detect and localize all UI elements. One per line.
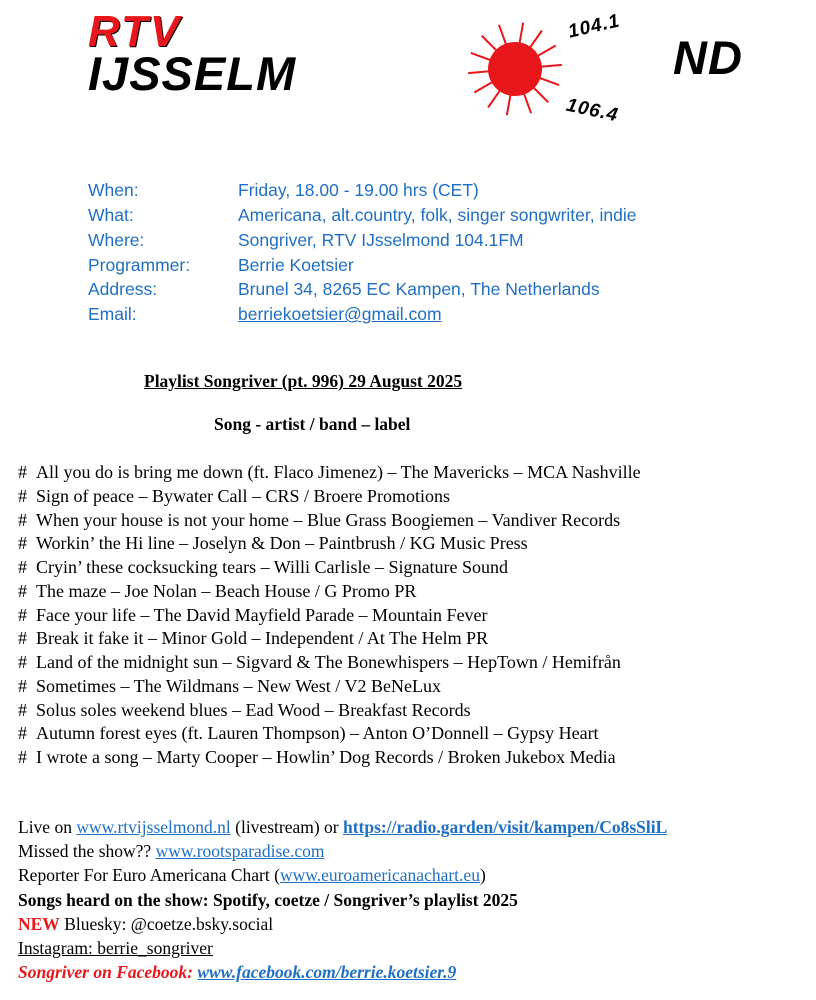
track-text: All you do is bring me down (ft. Flaco Jimenez) – The Mavericks – MCA Nashville xyxy=(36,462,641,483)
info-value-when: Friday, 18.00 - 19.00 hrs (CET) xyxy=(238,180,479,200)
track-text: I wrote a song – Marty Cooper – Howlin’ Dog Records / Broken Jukebox Media xyxy=(36,747,616,768)
track-text: Workin’ the Hi line – Joselyn & Don – Paintbrush / KG Music Press xyxy=(36,533,528,554)
footer-reporter-line xyxy=(18,864,798,887)
track-bullet: # xyxy=(18,699,27,720)
track-row xyxy=(18,699,798,723)
track-row xyxy=(18,509,798,533)
playlist-title-wrap xyxy=(18,327,798,392)
track-row xyxy=(18,604,798,628)
info-label-address: Address: xyxy=(88,279,158,300)
info-value-programmer: Berrie Koetsier xyxy=(238,254,354,275)
track-text: Land of the midnight sun – Sigvard & The Bonewhispers – HepTown / Hemifrån xyxy=(36,652,621,673)
track-text: Break it fake it – Minor Gold – Independent / At The Helm PR xyxy=(36,628,489,649)
track-text: The maze – Joe Nolan – Beach House / G Promo PR xyxy=(36,580,417,601)
show-info-block xyxy=(88,178,798,327)
livestream-link[interactable]: www.rtvijsselmond.nl xyxy=(76,816,231,837)
station-logo xyxy=(88,0,798,130)
footer-live-line xyxy=(18,816,798,839)
info-value-what: Americana, alt.country, folk, singer songwriter, indie xyxy=(238,204,637,225)
missed-prefix-text: Missed the show?? xyxy=(18,841,156,862)
footer-bluesky-line xyxy=(18,913,798,936)
info-row-address xyxy=(88,277,798,302)
track-bullet: # xyxy=(18,462,27,483)
track-bullet: # xyxy=(18,747,27,768)
frequency-106: 106.4 xyxy=(564,94,621,127)
info-label-what: What: xyxy=(88,204,134,225)
email-link[interactable]: berriekoetsier@gmail.com xyxy=(238,304,442,325)
track-bullet: # xyxy=(18,652,27,673)
info-label-programmer: Programmer: xyxy=(88,254,191,275)
info-value-address: Brunel 34, 8265 EC Kampen, The Netherlands xyxy=(238,279,600,300)
track-bullet: # xyxy=(18,723,27,744)
info-row-where xyxy=(88,228,798,253)
track-row xyxy=(18,722,798,746)
playlist-format-line: Song - artist / band – label xyxy=(214,414,411,435)
info-label-email: Email: xyxy=(88,304,137,325)
track-row xyxy=(18,461,798,485)
track-row xyxy=(18,532,798,556)
info-label-when: When: xyxy=(88,180,139,200)
track-text: When your house is not your home – Blue Grass Boogiemen – Vandiver Records xyxy=(36,509,621,530)
track-text: Sometimes – The Wildmans – New West / V2 BeNeLux xyxy=(36,675,441,696)
euroamericanachart-link[interactable]: www.euroamericanachart.eu xyxy=(279,865,480,886)
track-bullet: # xyxy=(18,485,27,506)
live-mid-text: (livestream) or xyxy=(230,816,343,837)
facebook-prefix-text: Songriver on Facebook: xyxy=(18,962,198,983)
info-row-email xyxy=(88,302,798,327)
track-bullet: # xyxy=(18,604,27,625)
playlist-title: Playlist Songriver (pt. 996) 29 August 2025 xyxy=(144,371,463,392)
logo-rtv-text: RTV xyxy=(88,7,182,56)
info-row-programmer xyxy=(88,253,798,278)
frequency-104: 104.1 xyxy=(566,10,623,43)
track-text: Solus soles weekend blues – Ead Wood – Breakfast Records xyxy=(36,699,471,720)
track-row xyxy=(18,627,798,651)
info-row-what xyxy=(88,203,798,228)
info-value-where: Songriver, RTV IJsselmond 104.1FM xyxy=(238,229,524,250)
footer-instagram-line: Instagram: berrie_songriver xyxy=(18,938,213,959)
track-row xyxy=(18,651,798,675)
track-text: Cryin’ these cocksucking tears – Willi Carlisle – Signature Sound xyxy=(36,557,509,578)
track-row xyxy=(18,580,798,604)
track-text: Sign of peace – Bywater Call – CRS / Broere Promotions xyxy=(36,485,450,506)
reporter-prefix-text: Reporter For Euro Americana Chart ( xyxy=(18,865,280,886)
live-prefix-text: Live on xyxy=(18,816,77,837)
track-bullet: # xyxy=(18,509,27,530)
footer-songs-heard-line: Songs heard on the show: Spotify, coetze / Songriver’s playlist 2025 xyxy=(18,889,518,910)
track-text: Face your life – The David Mayfield Parade – Mountain Fever xyxy=(36,604,488,625)
footer-links-block xyxy=(18,816,798,985)
facebook-link[interactable]: www.facebook.com/berrie.koetsier.9 xyxy=(197,962,457,983)
sun-burst-icon xyxy=(460,18,570,118)
footer-missed-line xyxy=(18,840,798,863)
radio-garden-link[interactable]: https://radio.garden/visit/kampen/Co8sSliL xyxy=(343,816,668,837)
logo-wordmark xyxy=(88,7,297,101)
track-bullet: # xyxy=(18,580,27,601)
info-label-where: Where: xyxy=(88,229,145,250)
bluesky-text: Bluesky: @coetze.bsky.social xyxy=(59,913,274,934)
track-bullet: # xyxy=(18,675,27,696)
info-row-when xyxy=(88,178,798,203)
track-text: Autumn forest eyes (ft. Lauren Thompson) – Anton O’Donnell – Gypsy Heart xyxy=(36,723,599,744)
logo-ijsselm-text: IJSSELM xyxy=(88,47,297,101)
track-bullet: # xyxy=(18,628,27,649)
track-bullet: # xyxy=(18,533,27,554)
track-row xyxy=(18,556,798,580)
logo-nd-text: ND xyxy=(673,31,743,84)
new-badge: NEW xyxy=(18,913,60,934)
track-list xyxy=(18,461,798,770)
track-row xyxy=(18,675,798,699)
track-bullet: # xyxy=(18,557,27,578)
track-row xyxy=(18,485,798,509)
track-row xyxy=(18,746,798,770)
reporter-suffix-text: ) xyxy=(479,865,486,886)
footer-facebook-line xyxy=(18,961,798,984)
rootsparadise-link[interactable]: www.rootsparadise.com xyxy=(155,841,325,862)
